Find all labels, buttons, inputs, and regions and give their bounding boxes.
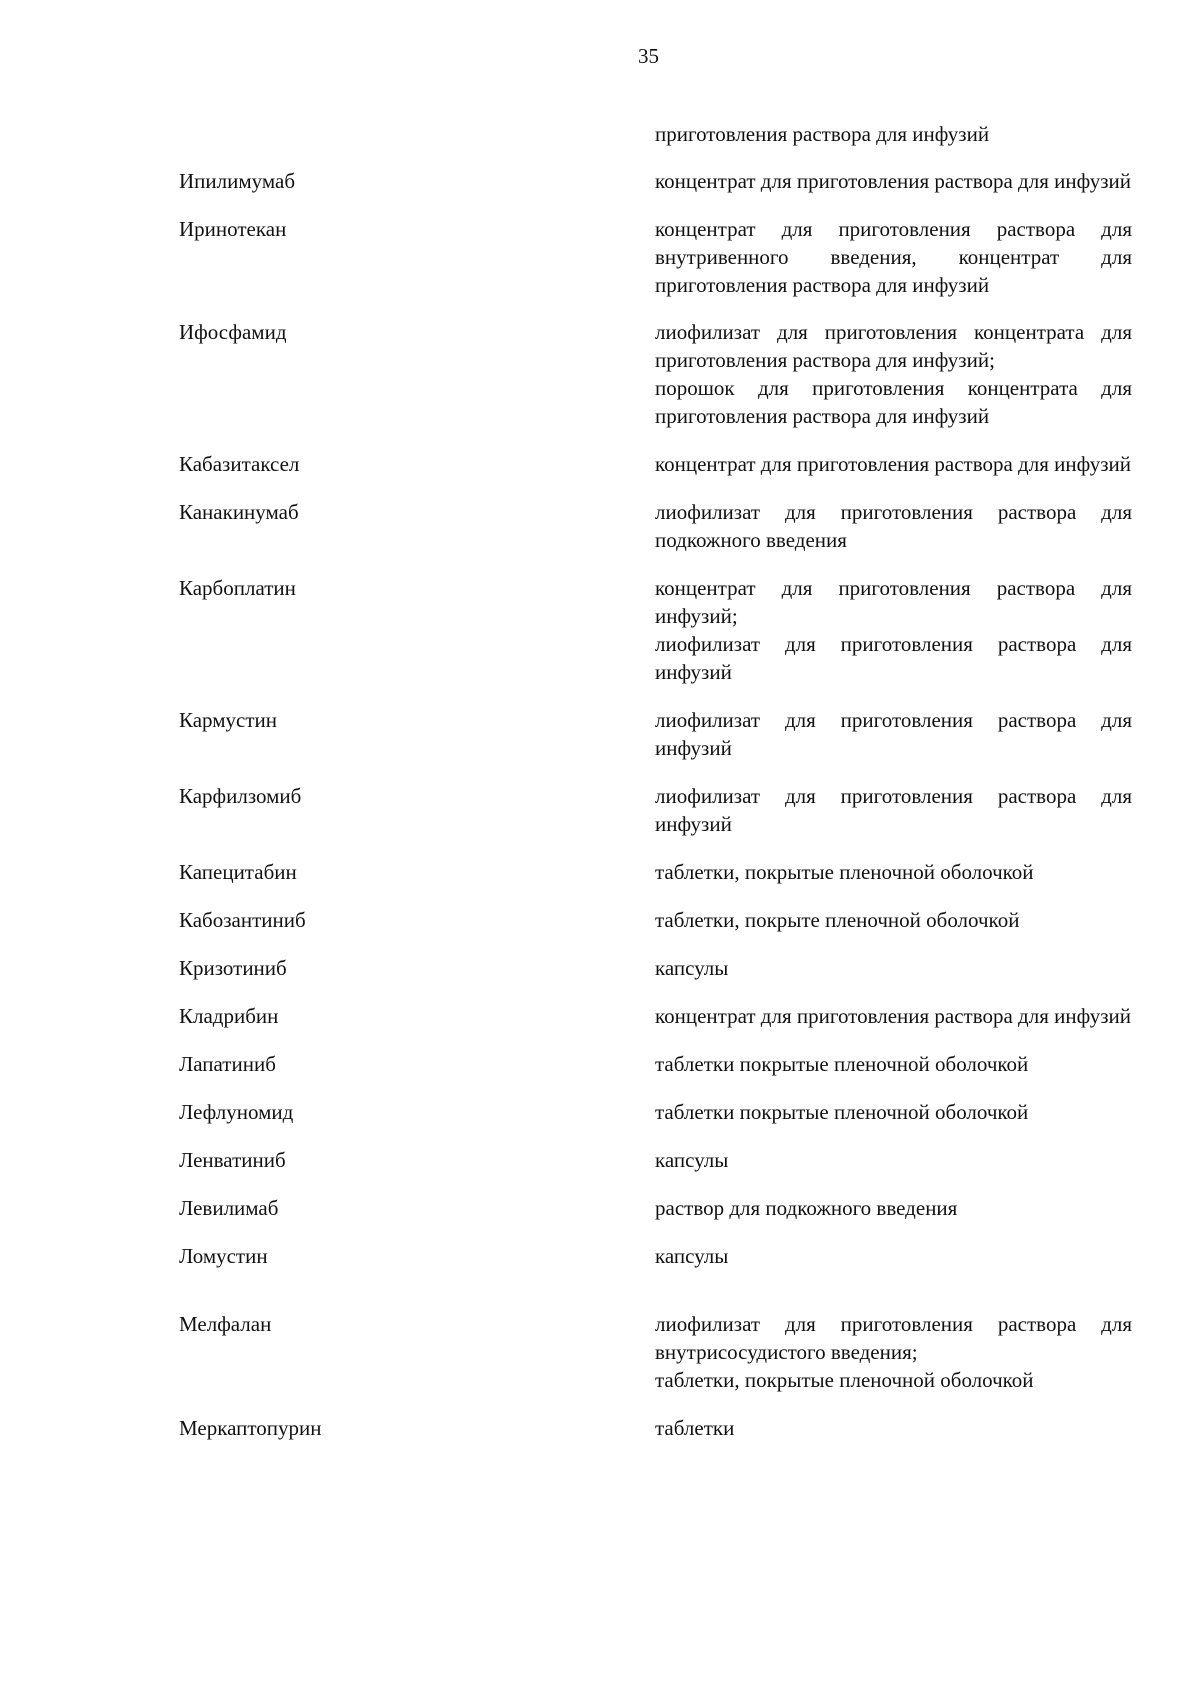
drug-name: Карбоплатин <box>179 576 296 600</box>
table-row <box>0 318 1200 430</box>
dosage-form-line: лиофилизат для приготовления раствора для инфузий <box>655 784 1132 836</box>
drug-name: Кладрибин <box>179 1004 279 1028</box>
dosage-form <box>655 1098 1132 1126</box>
table-row <box>0 1002 1200 1030</box>
dosage-form <box>655 1002 1132 1030</box>
table-row <box>0 1194 1200 1222</box>
table-row <box>0 1414 1200 1442</box>
table-row <box>0 1098 1200 1126</box>
dosage-form <box>655 1050 1132 1078</box>
dosage-form <box>655 1242 1132 1270</box>
dosage-form-line: приготовления раствора для инфузий <box>655 122 990 146</box>
table-row <box>0 858 1200 886</box>
dosage-form-line: таблетки покрытые пленочной оболочкой <box>655 1100 1029 1124</box>
dosage-form-line: концентрат для приготовления раствора для инфузий; <box>655 576 1132 628</box>
drug-name: Меркаптопурин <box>179 1416 322 1440</box>
dosage-form <box>655 318 1132 430</box>
dosage-form-line: лиофилизат для приготовления раствора для инфузий <box>655 632 1132 684</box>
dosage-form <box>655 782 1132 838</box>
table-row <box>0 498 1200 554</box>
drug-name: Ленватиниб <box>179 1148 286 1172</box>
dosage-form <box>655 906 1132 934</box>
drug-name: Ифосфамид <box>179 320 287 344</box>
dosage-form-line: концентрат для приготовления раствора для инфузий <box>655 452 1131 476</box>
dosage-form <box>655 1310 1132 1394</box>
drug-name: Карфилзомиб <box>179 784 302 808</box>
dosage-form <box>655 706 1132 762</box>
table-row <box>0 574 1200 686</box>
drug-name: Кабазитаксел <box>179 452 300 476</box>
dosage-form <box>655 574 1132 686</box>
drug-name: Ломустин <box>179 1244 268 1268</box>
drug-name: Мелфалан <box>179 1312 272 1336</box>
dosage-form-line: таблетки <box>655 1416 735 1440</box>
table-row <box>0 1050 1200 1078</box>
dosage-form-line: капсулы <box>655 1244 729 1268</box>
dosage-form <box>655 120 1132 148</box>
dosage-form-line: порошок для приготовления концентрата для приготовления раствора для инфузий <box>655 376 1132 428</box>
dosage-form-line: таблетки покрытые пленочной оболочкой <box>655 1052 1029 1076</box>
drug-name: Кризотиниб <box>179 956 287 980</box>
table-row <box>0 1146 1200 1174</box>
dosage-form <box>655 1414 1132 1442</box>
drug-name: Ипилимумаб <box>179 169 296 193</box>
table-row <box>0 215 1200 299</box>
dosage-form-line: капсулы <box>655 1148 729 1172</box>
drug-name: Лапатиниб <box>179 1052 276 1076</box>
dosage-form-line: таблетки, покрытые пленочной оболочкой <box>655 860 1034 884</box>
table-row <box>0 167 1200 195</box>
drug-table <box>0 120 1200 1462</box>
drug-name: Лефлуномид <box>179 1100 294 1124</box>
drug-name: Кармустин <box>179 708 277 732</box>
dosage-form-line: лиофилизат для приготовления раствора для внутрисосудистого введения; <box>655 1312 1132 1364</box>
dosage-form <box>655 498 1132 554</box>
dosage-form <box>655 167 1132 195</box>
table-row <box>0 954 1200 982</box>
dosage-form-line: лиофилизат для приготовления раствора для подкожного введения <box>655 500 1132 552</box>
drug-name: Капецитабин <box>179 860 297 884</box>
table-row <box>0 120 1200 148</box>
dosage-form <box>655 858 1132 886</box>
dosage-form <box>655 1194 1132 1222</box>
page-number: 35 <box>638 44 659 68</box>
dosage-form-line: концентрат для приготовления раствора для инфузий <box>655 169 1131 193</box>
table-row <box>0 1310 1200 1394</box>
dosage-form-line: лиофилизат для приготовления концентрата для приготовления раствора для инфузий; <box>655 320 1132 372</box>
table-row <box>0 906 1200 934</box>
table-row <box>0 706 1200 762</box>
table-row <box>0 450 1200 478</box>
dosage-form-line: концентрат для приготовления раствора для инфузий <box>655 1004 1131 1028</box>
dosage-form-line: раствор для подкожного введения <box>655 1196 958 1220</box>
drug-name: Иринотекан <box>179 217 287 241</box>
drug-name: Канакинумаб <box>179 500 299 524</box>
dosage-form-line: капсулы <box>655 956 729 980</box>
dosage-form-line: таблетки, покрытые пленочной оболочкой <box>655 1368 1034 1392</box>
dosage-form <box>655 1146 1132 1174</box>
dosage-form-line: таблетки, покрыте пленочной оболочкой <box>655 908 1020 932</box>
dosage-form <box>655 215 1132 299</box>
dosage-form <box>655 954 1132 982</box>
dosage-form <box>655 450 1132 478</box>
dosage-form-line: лиофилизат для приготовления раствора для инфузий <box>655 708 1132 760</box>
drug-name: Кабозантиниб <box>179 908 306 932</box>
table-row <box>0 782 1200 838</box>
dosage-form-line: концентрат для приготовления раствора для внутривенного введения, концентрат для приготовления раствора для инфузий <box>655 217 1132 297</box>
drug-name: Левилимаб <box>179 1196 279 1220</box>
table-row <box>0 1242 1200 1270</box>
